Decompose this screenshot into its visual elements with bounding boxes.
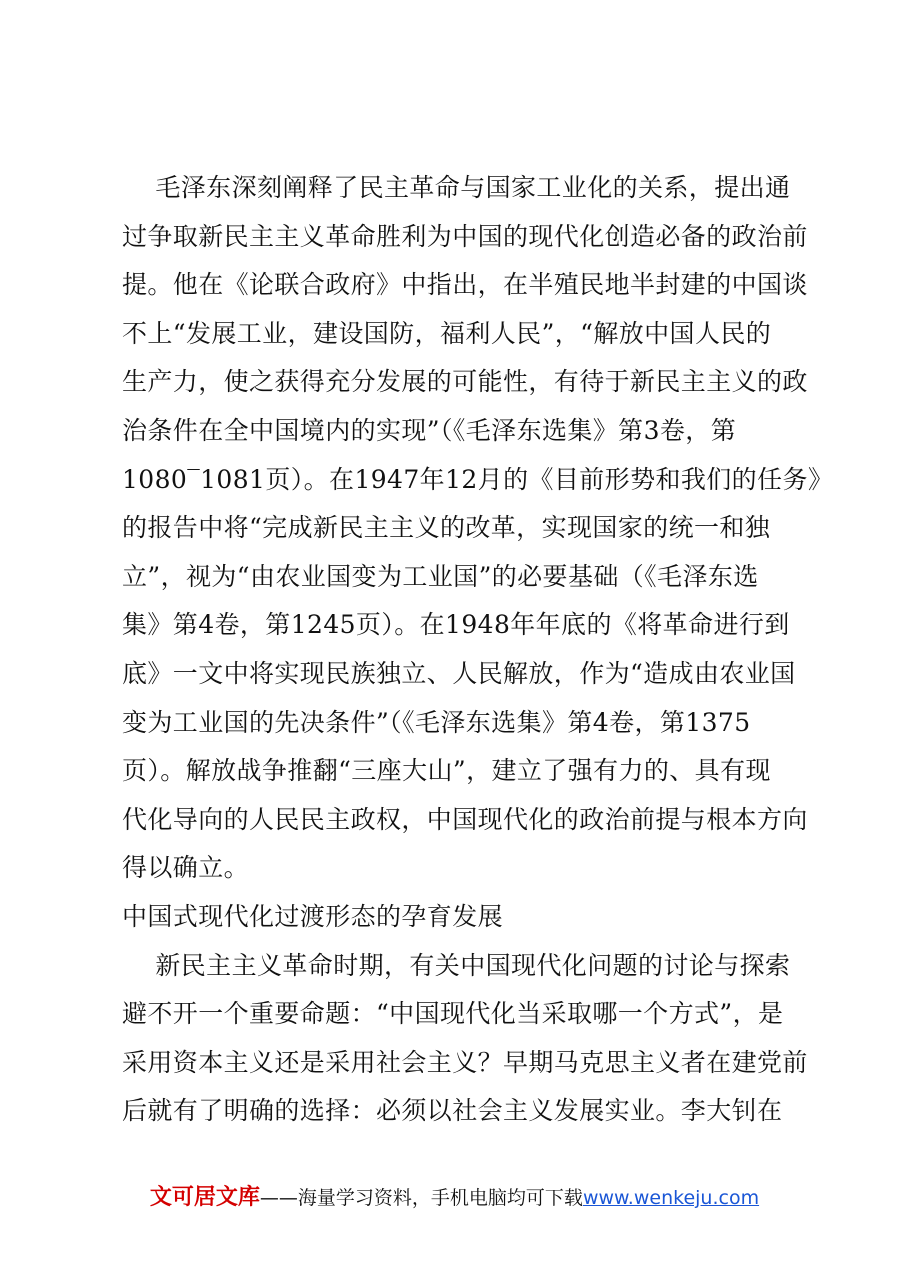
document-body <box>122 164 834 1136</box>
text-line: 得以确立。 <box>122 853 250 883</box>
text-line: 提。他在《论联合政府》中指出，在半殖民地半封建的中国谈 <box>122 270 808 300</box>
text-line: 新民主主义革命时期，有关中国现代化问题的讨论与探索 <box>122 950 791 980</box>
text-line: 治条件在全中国境内的实现”（《毛泽东选集》第3卷，第 <box>122 415 737 445</box>
text-line: 1080‾1081页）。在1947年12月的《目前形势和我们的任务》 <box>122 464 834 494</box>
text-line: 代化导向的人民民主政权，中国现代化的政治前提与根本方向 <box>122 804 808 834</box>
text-line: 避不开一个重要命题：“中国现代化当采取哪一个方式”，是 <box>122 999 784 1029</box>
text-line: 后就有了明确的选择：必须以社会主义发展实业。李大钊在 <box>122 1096 783 1126</box>
footer-brand: 文可居文库 <box>149 1185 260 1210</box>
footer-tagline: ——海量学习资料，手机电脑均可下载 <box>259 1187 583 1209</box>
text-line: 生产力，使之获得充分发展的可能性，有待于新民主主义的政 <box>122 367 808 397</box>
section-heading: 中国式现代化过渡形态的孕育发展 <box>122 901 504 931</box>
footer-site-link[interactable]: www.wenkeju.com <box>582 1187 760 1209</box>
text-line: 页）。解放战争推翻“三座大山”，建立了强有力的、具有现 <box>122 756 771 786</box>
text-line: 集》第4卷，第1245页）。在1948年年底的《将革命进行到 <box>122 610 790 640</box>
text-line: 底》一文中将实现民族独立、人民解放，作为“造成由农业国 <box>122 658 796 688</box>
text-line: 毛泽东深刻阐释了民主革命与国家工业化的关系，提出通 <box>122 173 791 202</box>
text-line: 采用资本主义还是采用社会主义？早期马克思主义者在建党前 <box>122 1047 808 1077</box>
text-line: 的报告中将“完成新民主主义的改革，实现国家的统一和独 <box>122 513 771 543</box>
footer-banner <box>0 1180 909 1211</box>
text-line: 过争取新民主主义革命胜利为中国的现代化创造必备的政治前 <box>122 221 808 251</box>
text-line: 变为工业国的先决条件”（《毛泽东选集》第4卷，第1375 <box>122 707 751 737</box>
text-line: 不上“发展工业，建设国防，福利人民”，“解放中国人民的 <box>122 318 772 348</box>
text-line: 立”，视为“由农业国变为工业国”的必要基础（《毛泽东选 <box>122 561 759 591</box>
